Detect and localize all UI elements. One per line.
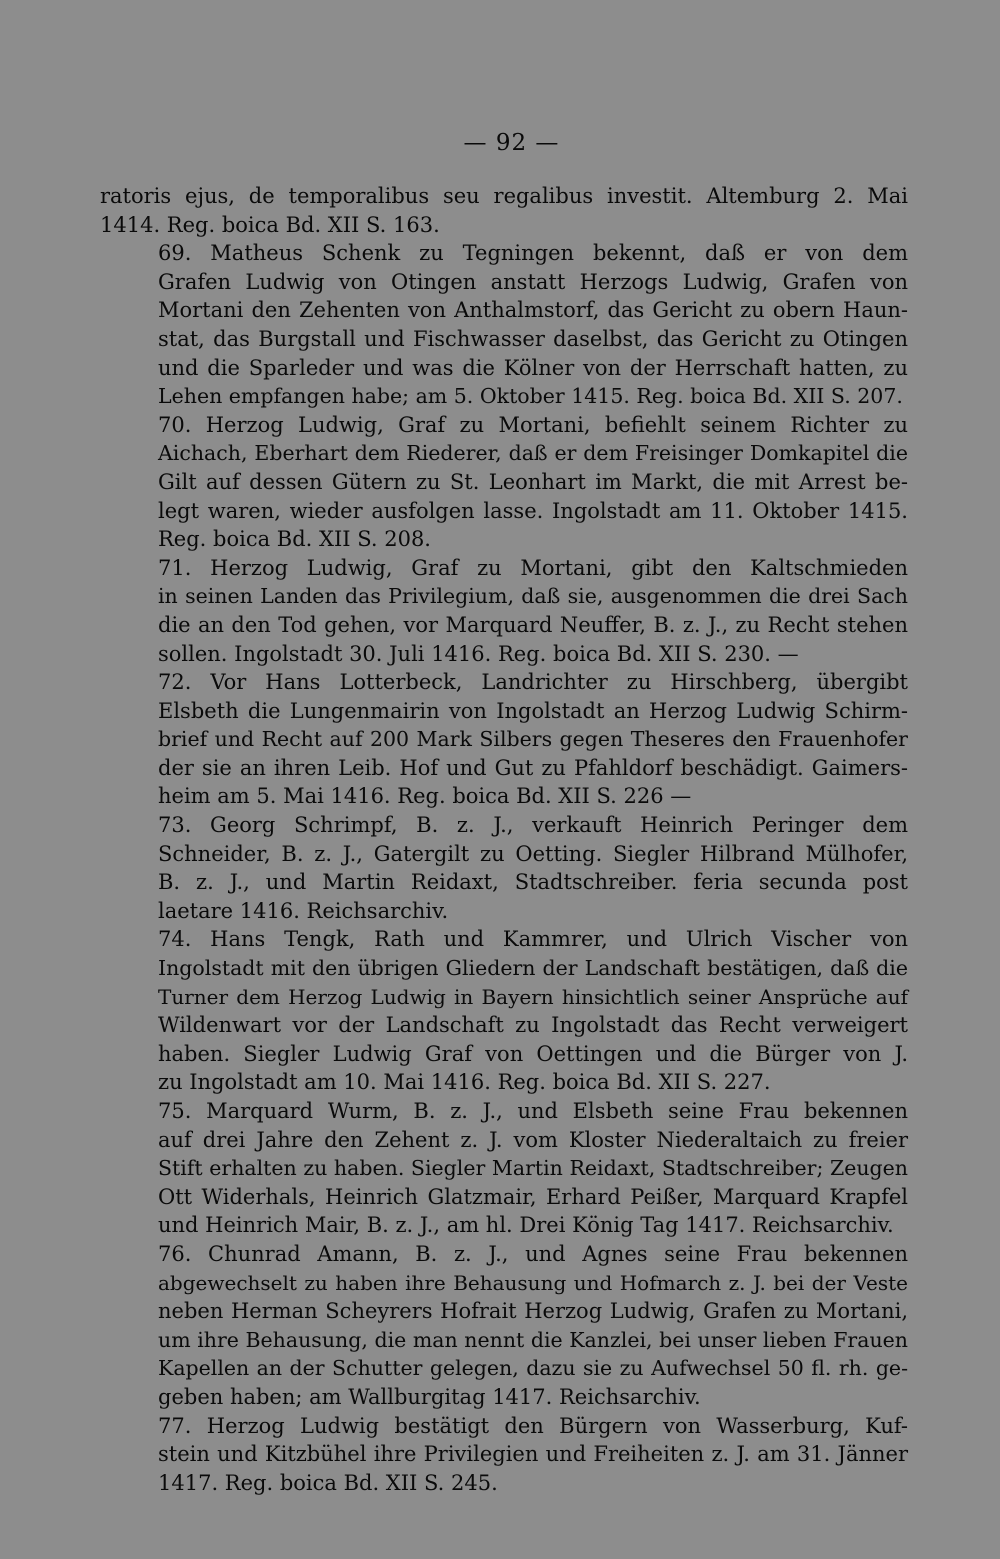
text-line: 69. Matheus Schenk zu Tegningen bekennt, daß er von dem <box>158 241 908 266</box>
text-line: B. z. J., und Martin Reidaxt, Stadtschreiber. feria secunda post <box>158 870 908 895</box>
text-line: sollen. Ingolstadt 30. Juli 1416. Reg. boica Bd. XII S. 230. — <box>158 641 799 666</box>
text-line: und Heinrich Mair, B. z. J., am hl. Drei König Tag 1417. Reichsarchiv. <box>158 1213 894 1238</box>
text-line: laetare 1416. Reichsarchiv. <box>158 898 449 923</box>
text-line: der sie an ihren Leib. Hof und Gut zu Pfahldorf beschädigt. Gaimers- <box>158 755 908 780</box>
text-line: 1414. Reg. boica Bd. XII S. 163. <box>100 212 440 237</box>
text-line: 77. Herzog Ludwig bestätigt den Bürgern von Wasserburg, Kuf- <box>158 1413 908 1438</box>
text-line: 70. Herzog Ludwig, Graf zu Mortani, befiehlt seinem Richter zu <box>158 412 908 437</box>
text-line: Kapellen an der Schutter gelegen, dazu sie zu Aufwechsel 50 fl. rh. ge- <box>158 1356 908 1381</box>
text-line: Ott Widerhals, Heinrich Glatzmair, Erhard Peißer, Marquard Krapfel <box>158 1184 908 1209</box>
text-line: haben. Siegler Ludwig Graf von Oettingen und die Bürger von J. <box>158 1041 908 1066</box>
text-line: Turner dem Herzog Ludwig in Bayern hinsichtlich seiner Ansprüche auf <box>158 984 908 1009</box>
text-line: Grafen Ludwig von Otingen anstatt Herzogs Ludwig, Grafen von <box>158 269 908 294</box>
register-entry <box>100 811 908 925</box>
register-entry <box>100 925 908 1097</box>
text-line: 74. Hans Tengk, Rath und Kammrer, und Ulrich Vischer von <box>158 927 908 952</box>
text-line: 73. Georg Schrimpf, B. z. J., verkauft Heinrich Peringer dem <box>158 813 908 838</box>
register-entry <box>100 1097 908 1240</box>
register-entry <box>100 1412 908 1498</box>
text-line: um ihre Behausung, die man nennt die Kanzlei, bei unser lieben Frauen <box>158 1327 908 1352</box>
text-line: geben haben; am Wallburgitag 1417. Reichsarchiv. <box>158 1384 701 1409</box>
document-page <box>100 128 908 1497</box>
text-line: 72. Vor Hans Lotterbeck, Landrichter zu Hirschberg, übergibt <box>158 670 908 695</box>
text-line: Stift erhalten zu haben. Siegler Martin Reidaxt, Stadtschreiber; Zeugen <box>158 1156 908 1181</box>
text-line: stein und Kitzbühel ihre Privilegien und Freiheiten z. J. am 31. Jänner <box>158 1442 908 1467</box>
text-line: die an den Tod gehen, vor Marquard Neuffer, B. z. J., zu Recht stehen <box>158 612 908 637</box>
text-line: Aichach, Eberhart dem Riederer, daß er dem Freisinger Domkapitel die <box>158 441 908 466</box>
text-line: 71. Herzog Ludwig, Graf zu Mortani, gibt den Kaltschmieden <box>158 555 908 580</box>
text-line: 75. Marquard Wurm, B. z. J., und Elsbeth seine Frau bekennen <box>158 1099 908 1123</box>
text-line: heim am 5. Mai 1416. Reg. boica Bd. XII S. 226 — <box>158 784 692 809</box>
register-entry <box>100 239 908 411</box>
text-line: Mortani den Zehenten von Anthalmstorf, das Gericht zu obern Haun- <box>158 298 908 323</box>
text-line: Reg. boica Bd. XII S. 208. <box>158 527 431 552</box>
register-entry <box>100 411 908 554</box>
text-line: brief und Recht auf 200 Mark Silbers gegen Theseres den Frauenhofer <box>158 727 908 752</box>
text-line: zu Ingolstadt am 10. Mai 1416. Reg. boica Bd. XII S. 227. <box>158 1070 771 1095</box>
text-line: ratoris ejus, de temporalibus seu regalibus investit. Altemburg 2. Mai <box>100 184 908 208</box>
text-line: Elsbeth die Lungenmairin von Ingolstadt an Herzog Ludwig Schirm- <box>158 698 908 723</box>
text-line: Gilt auf dessen Gütern zu St. Leonhart im Markt, die mit Arrest be- <box>158 469 908 494</box>
text-line: legt waren, wieder ausfolgen lasse. Ingolstadt am 11. Oktober 1415. <box>158 498 908 523</box>
text-line: abgewechselt zu haben ihre Behausung und Hofmarch z. J. bei der Veste <box>158 1270 908 1295</box>
register-entry <box>100 1240 908 1412</box>
entry-continuation <box>100 182 908 239</box>
text-line: und die Sparleder und was die Kölner von der Herrschaft hatten, zu <box>158 355 908 380</box>
register-entry <box>100 668 908 811</box>
page-number: — 92 — <box>463 130 560 156</box>
register-entry <box>100 554 908 668</box>
text-line: 1417. Reg. boica Bd. XII S. 245. <box>158 1470 498 1495</box>
text-line: Ingolstadt mit den übrigen Gliedern der Landschaft bestätigen, daß die <box>158 956 908 981</box>
register-entries <box>100 182 908 1497</box>
text-line: neben Herman Scheyrers Hofrait Herzog Ludwig, Grafen zu Mortani, <box>158 1299 908 1324</box>
text-line: stat, das Burgstall und Fischwasser daselbst, das Gericht zu Otingen <box>158 326 908 351</box>
text-line: auf drei Jahre den Zehent z. J. vom Kloster Niederaltaich zu freier <box>158 1127 908 1152</box>
text-line: Schneider, B. z. J., Gatergilt zu Oetting. Siegler Hilbrand Mülhofer, <box>158 841 908 866</box>
text-line: in seinen Landen das Privilegium, daß sie, ausgenommen die drei Sach <box>158 584 908 609</box>
text-line: Wildenwart vor der Landschaft zu Ingolstadt das Recht verweigert <box>158 1013 908 1038</box>
text-line: 76. Chunrad Amann, B. z. J., und Agnes seine Frau bekennen <box>158 1241 908 1266</box>
text-line: Lehen empfangen habe; am 5. Oktober 1415. Reg. boica Bd. XII S. 207. <box>158 384 903 409</box>
